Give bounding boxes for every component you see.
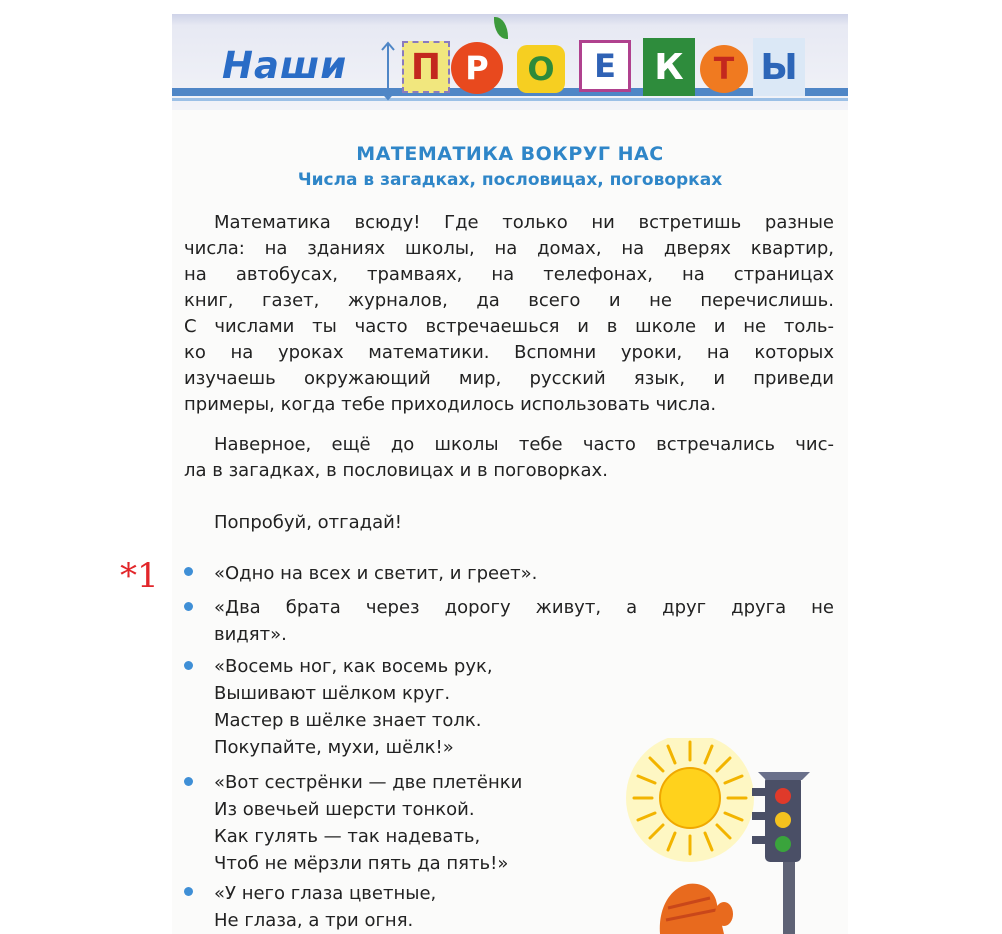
paragraph-line: С числами ты часто встречаешься и в школе и не толь- — [184, 316, 834, 337]
riddle-item — [214, 594, 834, 648]
paragraph-line: примеры, когда тебе приходилось использовать числа. — [184, 394, 717, 415]
riddle-line: «Одно на всех и светит, и греет». — [214, 563, 538, 584]
mittens-icon — [660, 884, 733, 934]
banner-stripe — [172, 88, 848, 96]
banner-letter-tile: Е — [579, 40, 631, 92]
riddle-line: Как гулять — так надевать, — [214, 826, 481, 847]
banner-word: Наши — [222, 44, 348, 87]
riddle-line: Из овечьей шерсти тонкой. — [214, 799, 475, 820]
banner-letter-tile: Р — [451, 42, 503, 94]
traffic-light-icon — [752, 772, 810, 934]
page-title: МАТЕМАТИКА ВОКРУГ НАС — [356, 143, 664, 165]
question-marker: *1 — [120, 556, 159, 596]
page-subtitle: Числа в загадках, пословицах, поговорках — [297, 170, 723, 190]
riddle-line: Не глаза, а три огня. — [214, 910, 414, 931]
riddle-line: Чтоб не мёрзли пять да пять!» — [214, 853, 509, 874]
banner-letter-tile: О — [517, 45, 565, 93]
riddle-line: «Два брата через дорогу живут, а друг друга не — [214, 597, 834, 618]
bullet-icon — [184, 602, 193, 611]
sun-icon — [626, 738, 754, 862]
banner-letter-tile: П — [402, 41, 450, 93]
banner-letter-tile: Т — [700, 45, 748, 93]
riddle-line: «Восемь ног, как восемь рук, — [214, 656, 493, 677]
banner-letter-tile: Ы — [753, 38, 805, 96]
paragraph-line: ко на уроках математики. Вспомни уроки, на которых — [184, 342, 834, 363]
paragraph-line: книг, газет, журналов, да всего и не перечислишь. — [184, 290, 834, 311]
bullet-icon — [184, 887, 193, 896]
paragraph-line: числа: на зданиях школы, на домах, на дверях квартир, — [184, 238, 834, 259]
riddle-line: видят». — [214, 624, 287, 645]
riddle-line: «У него глаза цветные, — [214, 883, 437, 904]
banner-stripe-thin — [172, 98, 848, 101]
riddle-item — [214, 560, 537, 587]
riddle-line: Вышивают шёлком круг. — [214, 683, 451, 704]
second-paragraph — [184, 432, 834, 484]
riddle-line: Покупайте, мухи, шёлк!» — [214, 737, 454, 758]
banner-letter-tile: К — [643, 38, 695, 96]
paragraph-line: на автобусах, трамваях, на телефонах, на страницах — [184, 264, 834, 285]
bullet-icon — [184, 777, 193, 786]
bullet-icon — [184, 661, 193, 670]
paragraph-line: Математика всюду! Где только ни встретишь разные — [214, 212, 834, 233]
riddle-item — [214, 880, 436, 934]
riddle-line: Мастер в шёлке знает толк. — [214, 710, 482, 731]
vertical-arrow-icon — [380, 40, 396, 102]
riddle-line: «Вот сестрёнки — две плетёнки — [214, 772, 523, 793]
riddle-prompt: Попробуй, отгадай! — [214, 512, 403, 533]
bullet-icon — [184, 567, 193, 576]
paragraph-line: изучаешь окружающий мир, русский язык, и приведи — [184, 368, 834, 389]
intro-paragraph — [184, 210, 834, 418]
riddle-item — [214, 769, 522, 877]
illustration — [620, 738, 840, 934]
paragraph-line: ла в загадках, в пословицах и в поговорках. — [184, 460, 608, 481]
riddle-item — [214, 653, 493, 761]
paragraph-line: Наверное, ещё до школы тебе часто встречались чис- — [214, 434, 834, 455]
